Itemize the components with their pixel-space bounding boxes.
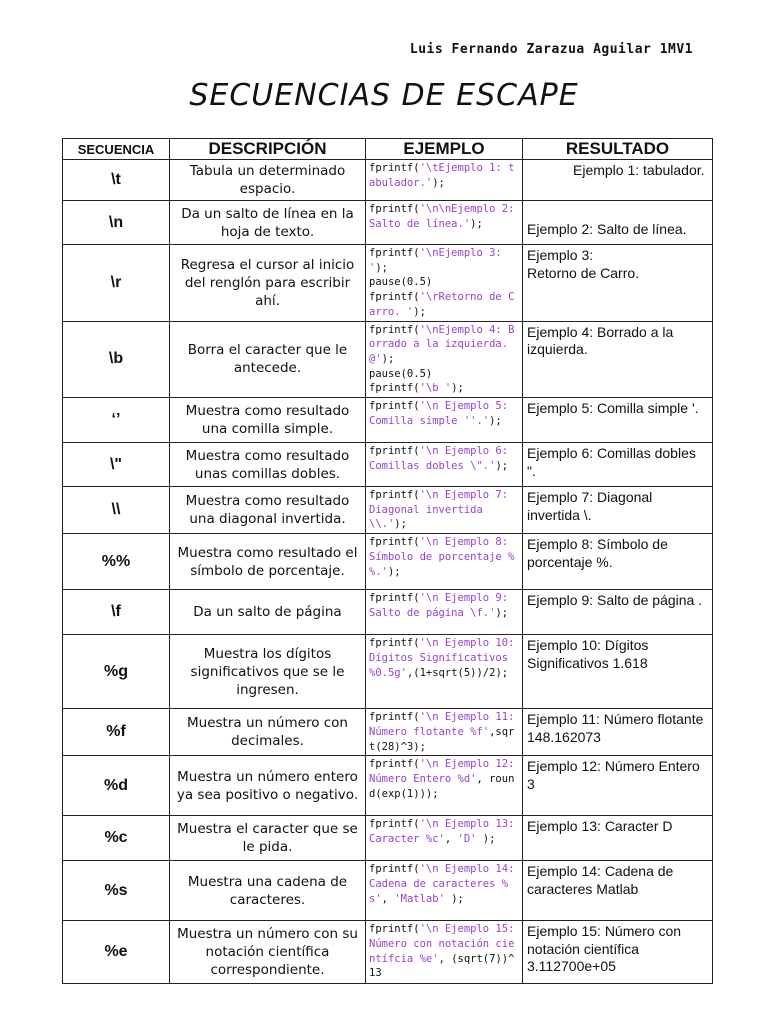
description-cell: Regresa el cursor al inicio del renglón para escribir ahí. [170, 245, 366, 322]
code-string: '\rRetorno de Carro. ' [369, 291, 515, 318]
document-title: SECUENCIAS DE ESCAPE [189, 78, 579, 113]
code-text: ,(1+sqrt(5))/2); [406, 666, 509, 679]
result-cell: Ejemplo 13: Caracter D [523, 816, 713, 861]
description-cell: Muestra un número entero ya sea positivo o negativo. [170, 756, 366, 816]
example-code-cell [366, 816, 523, 861]
example-code-cell [366, 534, 523, 590]
table-row [63, 921, 713, 984]
result-cell: Ejemplo 1: tabulador. [523, 160, 713, 201]
table-row [63, 160, 713, 201]
result-cell: Ejemplo 14: Cadena de caracteres Matlab [523, 861, 713, 921]
code-text: fprintf( [369, 400, 420, 413]
sequence-cell: \" [63, 443, 170, 487]
table-header-row [63, 139, 713, 160]
description-cell: Muestra como resultado una diagonal invertida. [170, 487, 366, 534]
code-text: fprintf( [369, 711, 420, 724]
table-row [63, 816, 713, 861]
code-text: fprintf( [369, 323, 420, 336]
example-code-cell [366, 487, 523, 534]
result-cell: Ejemplo 11: Número flotante 148.162073 [523, 709, 713, 756]
code-text: ); pause(0.5) fprintf( [369, 352, 433, 395]
result-cell: Ejemplo 3: Retorno de Carro. [523, 245, 713, 322]
code-text: fprintf( [369, 758, 420, 771]
code-string: '\n Ejemplo 6: Comillas dobles \".' [369, 445, 515, 472]
sequence-cell: \t [63, 160, 170, 201]
table-row [63, 201, 713, 245]
sequence-cell: ‘’ [63, 398, 170, 443]
code-text: , [381, 892, 395, 905]
sequence-cell: %f [63, 709, 170, 756]
example-code-cell [366, 921, 523, 984]
result-cell: Ejemplo 10: Dígitos Significativos 1.618 [523, 635, 713, 709]
table-row [63, 534, 713, 590]
description-cell: Muestra como resultado el símbolo de porcentaje. [170, 534, 366, 590]
description-cell: Muestra un número con decimales. [170, 709, 366, 756]
code-string: '\n Ejemplo 9: Salto de página \f.' [369, 592, 515, 619]
example-code-cell [366, 635, 523, 709]
code-text: ); [489, 414, 502, 427]
sequence-cell: %e [63, 921, 170, 984]
code-text: fprintf( [369, 863, 420, 876]
code-string: '\b ' [419, 382, 452, 395]
code-text: fprintf( [369, 445, 420, 458]
code-string: '\nEjemplo 4: Borrado a la izquierda. @' [369, 323, 515, 365]
example-code-cell [366, 201, 523, 245]
example-code-cell [366, 443, 523, 487]
result-cell: Ejemplo 5: Comilla simple '. [523, 398, 713, 443]
code-text: ,sqrt(28)^3); [369, 725, 515, 753]
sequence-cell: \n [63, 201, 170, 245]
code-text: ); [495, 606, 509, 619]
code-text: fprintf( [369, 247, 420, 259]
sequence-cell: \r [63, 245, 170, 322]
sequence-cell: %c [63, 816, 170, 861]
result-cell: Ejemplo 4: Borrado a la izquierda. [523, 321, 713, 398]
table-row [63, 756, 713, 816]
table-row [63, 635, 713, 709]
table-row [63, 709, 713, 756]
example-code-cell [366, 245, 523, 322]
example-code-cell [366, 861, 523, 921]
header-descripcion: DESCRIPCIÓN [170, 139, 366, 160]
description-cell: Muestra como resultado una comilla simple. [170, 398, 366, 443]
code-text: , round(exp(1))); [369, 772, 515, 800]
sequence-cell: \\ [63, 487, 170, 534]
code-text: fprintf( [369, 637, 420, 650]
description-cell: Muestra el caracter que se le pida. [170, 816, 366, 861]
code-string: 'D' [457, 832, 477, 845]
code-text: ); [451, 382, 464, 395]
table-row [63, 487, 713, 534]
table-row [63, 245, 713, 322]
example-code-cell [366, 398, 523, 443]
code-text: fprintf( [369, 489, 420, 502]
table-row [63, 398, 713, 443]
description-cell: Da un salto de página [170, 590, 366, 635]
code-string: '\n Ejemplo 5: Comilla simple ''.' [369, 400, 515, 427]
code-text: ); pause(0.5) fprintf( [369, 261, 433, 304]
code-text: ); [432, 176, 445, 189]
result-cell: Ejemplo 7: Diagonal invertida \. [523, 487, 713, 534]
sequence-cell: %d [63, 756, 170, 816]
table-row [63, 590, 713, 635]
description-cell: Muestra como resultado unas comillas dobles. [170, 443, 366, 487]
code-text: ); [476, 832, 496, 845]
result-cell: Ejemplo 15: Número con notación científica 3.112700e+05 [523, 921, 713, 984]
code-text: ); [495, 459, 509, 472]
code-text: ); [413, 305, 426, 318]
example-code-cell [366, 160, 523, 201]
table-row [63, 321, 713, 398]
code-string: '\n Ejemplo 14: Cadena de caracteres %s' [369, 863, 521, 905]
result-cell: Ejemplo 6: Comillas dobles ". [523, 443, 713, 487]
code-text: fprintf( [369, 536, 420, 549]
code-string: '\n Ejemplo 8: Símbolo de porcentaje %%.' [369, 536, 515, 578]
code-string: '\n Ejemplo 10: Dígitos Significativos %0.5g' [369, 637, 521, 679]
header-ejemplo: EJEMPLO [366, 139, 523, 160]
code-text: fprintf( [369, 923, 420, 936]
code-string: '\n Ejemplo 7: Diagonal invertida \\.' [369, 489, 515, 531]
code-string: 'Matlab' [394, 892, 445, 905]
code-text: ); [387, 565, 401, 578]
example-code-cell [366, 709, 523, 756]
code-text: fprintf( [369, 162, 420, 174]
code-string: '\n Ejemplo 11: Número flotante %f' [369, 711, 521, 738]
code-text: , [444, 832, 458, 845]
description-cell: Muestra un número con su notación científica correspondiente. [170, 921, 366, 984]
result-cell: Ejemplo 12: Número Entero 3 [523, 756, 713, 816]
code-string: '\n Ejemplo 15: Número con notación científcia %e' [369, 923, 521, 965]
example-code-cell [366, 321, 523, 398]
table-row [63, 443, 713, 487]
example-code-cell [366, 756, 523, 816]
sequence-cell: %s [63, 861, 170, 921]
code-string: '\n Ejemplo 13: Caracter %c' [369, 818, 521, 845]
code-text: , (sqrt(7))^13 [369, 952, 515, 980]
code-string: '\n Ejemplo 12: Número Entero %d' [369, 758, 521, 785]
code-text: ); [470, 217, 483, 230]
code-text: fprintf( [369, 203, 420, 215]
sequence-cell: %% [63, 534, 170, 590]
sequence-cell: \b [63, 321, 170, 398]
sequence-cell: %g [63, 635, 170, 709]
table-row [63, 861, 713, 921]
example-code-cell [366, 590, 523, 635]
description-cell: Borra el caracter que le antecede. [170, 321, 366, 398]
description-cell: Muestra una cadena de caracteres. [170, 861, 366, 921]
code-string: '\n\nEjemplo 2: Salto de línea.' [369, 203, 521, 230]
sequence-cell: \f [63, 590, 170, 635]
code-string: '\nEjemplo 3: ' [369, 247, 509, 274]
code-text: ); [394, 518, 407, 531]
header-secuencia: SECUENCIA [63, 139, 170, 160]
result-cell: Ejemplo 9: Salto de página . [523, 590, 713, 635]
header-resultado: RESULTADO [523, 139, 713, 160]
escape-sequences-table [62, 138, 713, 984]
code-text: fprintf( [369, 818, 420, 831]
author-name: Luis Fernando Zarazua Aguilar 1MV1 [409, 42, 693, 57]
result-cell: Ejemplo 8: Símbolo de porcentaje %. [523, 534, 713, 590]
code-string: '\tEjemplo 1: tabulador.' [369, 162, 515, 189]
description-cell: Tabula un determinado espacio. [170, 160, 366, 201]
result-cell: Ejemplo 2: Salto de línea. [523, 201, 713, 245]
description-cell: Da un salto de línea en la hoja de texto. [170, 201, 366, 245]
code-text: ); [444, 892, 464, 905]
description-cell: Muestra los dígitos significativos que se le ingresen. [170, 635, 366, 709]
code-text: fprintf( [369, 592, 420, 605]
